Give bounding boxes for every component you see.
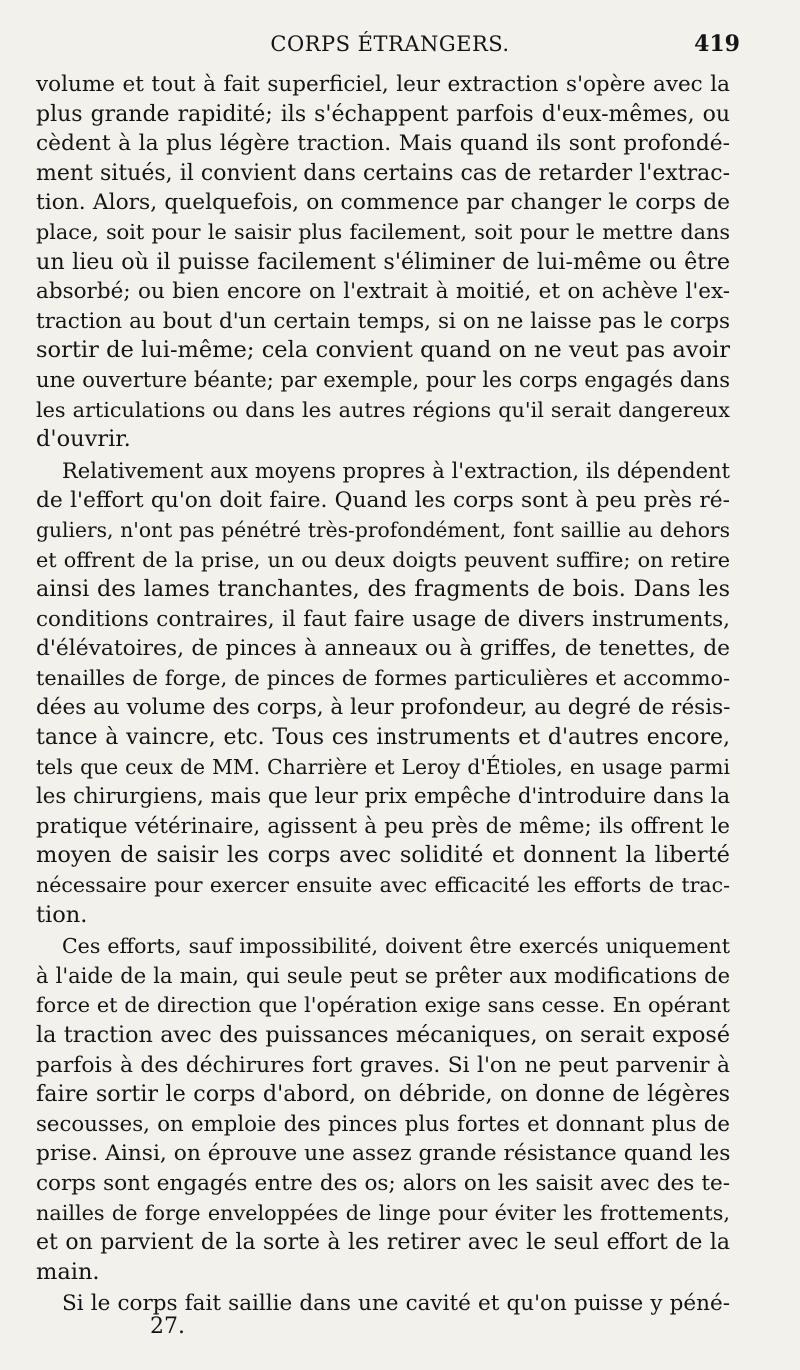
text-line: de l'effort qu'on doit faire. Quand les corps sont à peu près ré-	[36, 488, 730, 514]
page-number: 419	[694, 31, 740, 57]
text-line: dées au volume des corps, à leur profondeur, au degré de résis-	[36, 695, 731, 721]
text-line: volume et tout à fait superficiel, leur extraction s'opère avec la	[36, 72, 730, 97]
paragraph-start-line: Relativement aux moyens propres à l'extraction, ils dépendent	[62, 458, 730, 483]
running-title: CORPS ÉTRANGERS.	[270, 32, 510, 56]
paragraph-start-line: Si le corps fait saillie dans une cavité et qu'on puisse y péné-	[62, 1291, 730, 1317]
text-line: et on parvient de la sorte à les retirer avec le seul effort de la	[36, 1230, 730, 1256]
text-line: traction au bout d'un certain temps, si on ne laisse pas le corps	[36, 308, 730, 334]
text-line: d'élévatoires, de pinces à anneaux ou à griffes, de tenettes, de	[36, 636, 730, 662]
text-line: tels que ceux de MM. Charrière et Leroy d'Étioles, en usage parmi	[36, 754, 730, 779]
text-line: un lieu où il puisse facilement s'éliminer de lui-même ou être	[36, 248, 730, 275]
text-line: faire sortir le corps d'abord, on débride, on donne de légères	[36, 1081, 730, 1108]
text-line: guliers, n'ont pas pénétré très-profondément, font saillie au dehors	[36, 517, 730, 542]
text-line: ainsi des lames tranchantes, des fragments de bois. Dans les	[36, 576, 730, 603]
text-line: d'ouvrir.	[36, 426, 131, 453]
text-line: nailles de forge enveloppées de linge pour éviter les frottements,	[36, 1200, 730, 1225]
text-line: absorbé; ou bien encore on l'extrait à moitié, et on achève l'ex-	[36, 279, 730, 305]
paragraph-start-line: Ces efforts, sauf impossibilité, doivent être exercés uniquement	[62, 934, 730, 959]
text-line: ment situés, il convient dans certains cas de retarder l'extrac-	[36, 160, 730, 186]
text-line: prise. Ainsi, on éprouve une assez grande résistance quand les	[36, 1141, 731, 1167]
text-line: la traction avec des puissances mécaniques, on serait exposé	[36, 1022, 730, 1048]
text-line: à l'aide de la main, qui seule peut se prêter aux modifications de	[36, 963, 730, 988]
text-line: force et de direction que l'opération exige sans cesse. En opérant	[36, 993, 730, 1018]
text-line: tion. Alors, quelquefois, on commence par changer le corps de	[36, 190, 730, 216]
text-line: place, soit pour le saisir plus facilement, soit pour le mettre dans	[36, 219, 730, 244]
text-line: tenailles de forge, de pinces de formes particulières et accommo-	[36, 665, 730, 690]
text-line: les articulations ou dans les autres régions qu'il serait dangereux	[36, 397, 730, 422]
body-text	[36, 70, 730, 1319]
text-line: tion.	[36, 901, 88, 928]
text-line: les chirurgiens, mais que leur prix empêche d'introduire dans la	[36, 784, 730, 810]
text-line: corps sont engagés entre des os; alors on les saisit avec des te-	[36, 1170, 730, 1196]
text-line: moyen de saisir les corps avec solidité et donnent la liberté	[36, 842, 730, 869]
printer-signature-mark: 27.	[150, 1314, 185, 1339]
text-line: main.	[36, 1258, 100, 1285]
text-line: tance à vaincre, etc. Tous ces instruments et d'autres encore,	[36, 725, 730, 751]
page-header	[40, 26, 740, 62]
text-line: parfois à des déchirures fort graves. Si l'on ne peut parvenir à	[36, 1052, 730, 1078]
text-line: pratique vétérinaire, agissent à peu près de même; ils offrent le	[36, 813, 730, 839]
text-line: et offrent de la prise, un ou deux doigts peuvent suffire; on retire	[36, 547, 730, 572]
text-line: cèdent à la plus légère traction. Mais quand ils sont profondé-	[36, 131, 730, 157]
text-line: nécessaire pour exercer ensuite avec efficacité les efforts de trac-	[36, 873, 730, 898]
text-line: plus grande rapidité; ils s'échappent parfois d'eux-mêmes, ou	[36, 101, 730, 127]
text-line: secousses, on emploie des pinces plus fortes et donnant plus de	[36, 1111, 730, 1137]
text-line: sortir de lui-même; cela convient quand on ne veut pas avoir	[36, 337, 730, 364]
text-line: une ouverture béante; par exemple, pour les corps engagés dans	[36, 367, 730, 392]
text-line: conditions contraires, il faut faire usage de divers instruments,	[36, 606, 730, 632]
